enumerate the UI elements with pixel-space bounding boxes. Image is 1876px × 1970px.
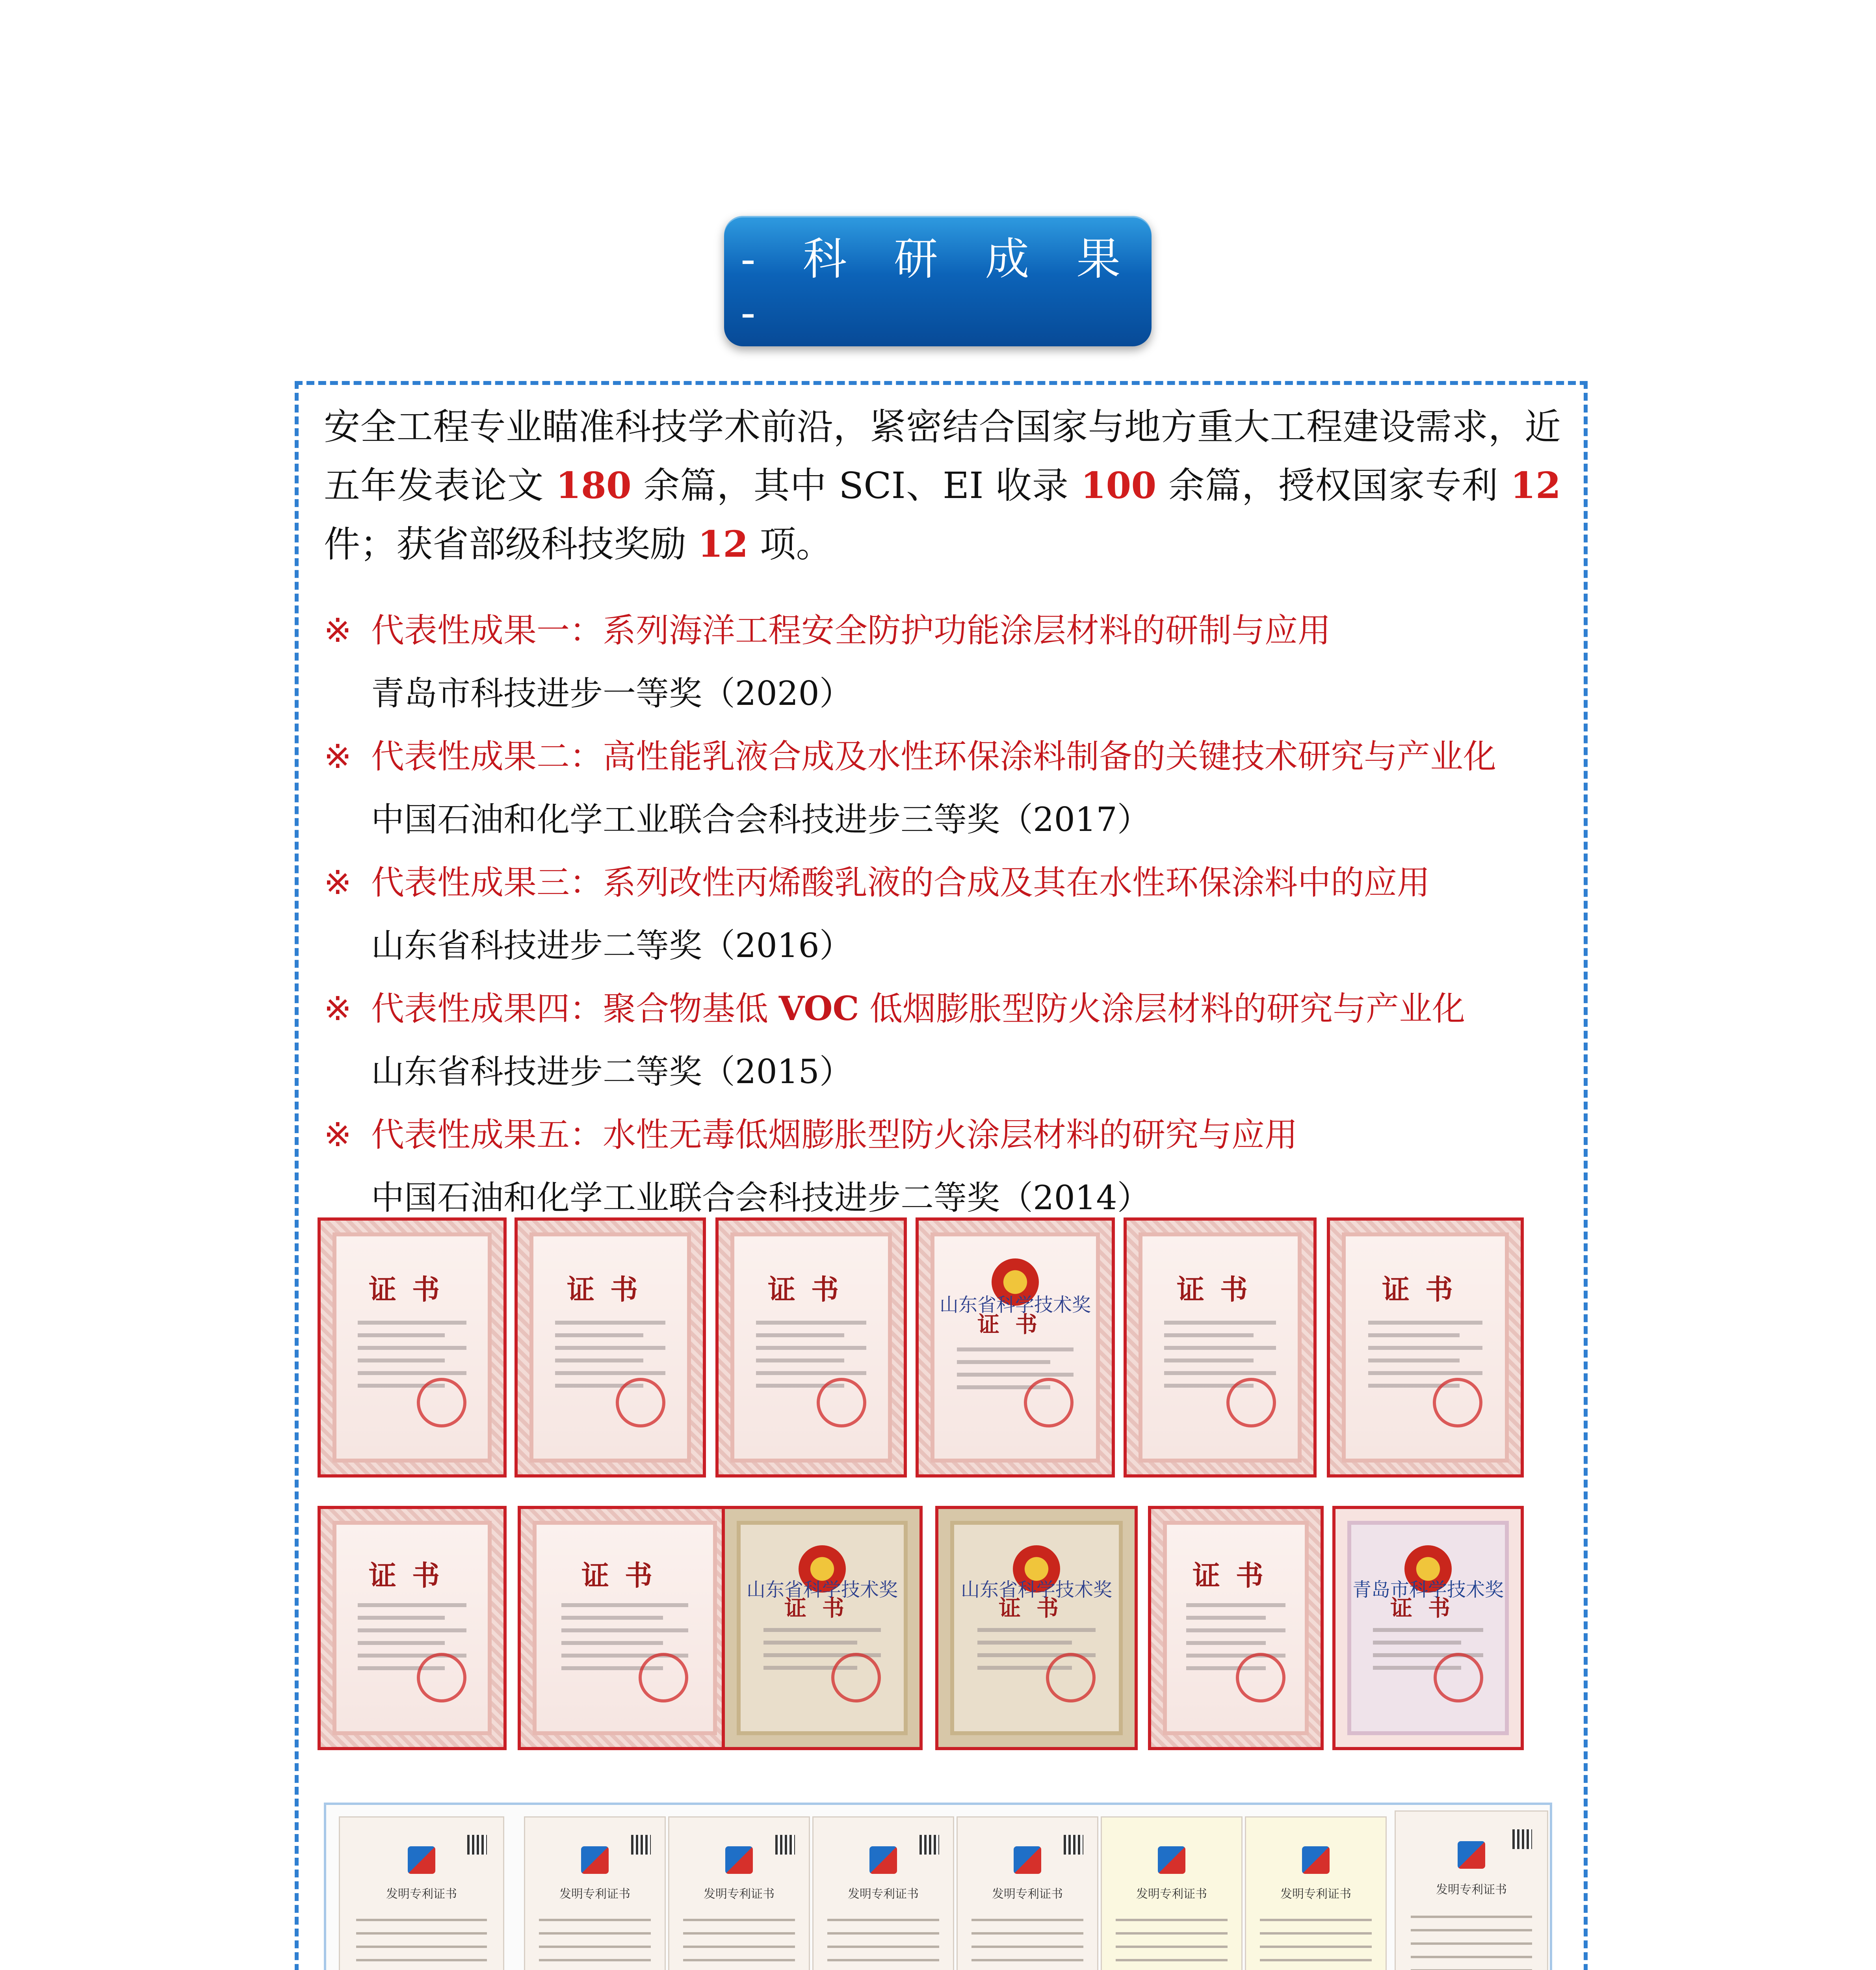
patent-title: 发明专利证书 xyxy=(1436,1883,1507,1897)
patent-certificate xyxy=(812,1816,954,1970)
patent-logo-icon xyxy=(1014,1846,1041,1874)
patent-title: 发明专利证书 xyxy=(1136,1887,1207,1901)
certificate-heading: 证书 xyxy=(1177,1273,1263,1306)
certificate-heading: 证书 xyxy=(581,1559,668,1592)
achievement-award: 山东省科技进步二等奖（2016） xyxy=(371,926,853,965)
certificate-heading: 青岛市科学技术奖 xyxy=(1352,1578,1504,1601)
seal-icon xyxy=(1236,1653,1285,1702)
award-certificate xyxy=(318,1217,507,1478)
patent-logo-icon xyxy=(1458,1841,1485,1869)
qr-code-icon xyxy=(919,1835,939,1855)
award-certificate xyxy=(1327,1217,1524,1478)
award-certificate xyxy=(715,1217,907,1478)
award-certificate xyxy=(935,1506,1138,1750)
patent-title: 发明专利证书 xyxy=(1280,1887,1351,1901)
achievement-title-text: 代表性成果五：水性无毒低烟膨胀型防火涂层材料的研究与应用 xyxy=(371,1115,1298,1154)
qr-code-icon xyxy=(467,1835,487,1855)
papers-count: 180 xyxy=(555,464,632,507)
award-certificate xyxy=(1332,1506,1524,1750)
patent-logo-icon xyxy=(725,1846,753,1874)
qr-code-icon xyxy=(1512,1829,1532,1849)
patent-logo-icon xyxy=(581,1846,609,1874)
certificate-heading: 山东省科学技术奖 xyxy=(960,1578,1112,1601)
award-certificate xyxy=(518,1506,732,1750)
achievement-item xyxy=(324,1103,1561,1229)
certificate-subheading: 证书 xyxy=(1390,1595,1466,1621)
achievement-title xyxy=(324,1103,1561,1166)
certificate-heading: 山东省科学技术奖 xyxy=(746,1578,898,1601)
achievement-title xyxy=(324,725,1561,788)
certificate-heading: 证书 xyxy=(1192,1559,1279,1592)
achievement-title-text: 代表性成果四：聚合物基低 xyxy=(371,989,779,1028)
qr-code-icon xyxy=(775,1835,795,1855)
achievement-award: 中国石油和化学工业联合会科技进步三等奖（2017） xyxy=(371,800,1150,839)
patent-certificate xyxy=(668,1816,810,1970)
certificate-heading: 证书 xyxy=(768,1273,854,1306)
achievement-title xyxy=(324,599,1561,662)
seal-icon xyxy=(1433,1378,1482,1427)
seal-icon xyxy=(817,1378,866,1427)
reference-mark: ※ xyxy=(324,989,352,1028)
achievement-title-text: 代表性成果一：系列海洋工程安全防护功能涂层材料的研制与应用 xyxy=(371,611,1331,650)
patents-count: 12 xyxy=(1510,464,1561,507)
award-certificate xyxy=(515,1217,706,1478)
qr-code-icon xyxy=(1064,1835,1083,1855)
award-certificate xyxy=(916,1217,1115,1478)
patent-certificate xyxy=(1245,1816,1387,1970)
certificate-heading: 证书 xyxy=(1382,1273,1469,1306)
seal-icon xyxy=(616,1378,665,1427)
achievement-item xyxy=(324,599,1561,725)
certificate-heading: 证书 xyxy=(369,1559,455,1592)
seal-icon xyxy=(417,1653,466,1702)
award-certificate xyxy=(722,1506,923,1750)
intro-text-1: 安全工程专业瞄准科技学术前沿，紧密结合国家与地方重大工程建设需求，近五年发表论文 xyxy=(324,406,1561,507)
seal-icon xyxy=(1226,1378,1276,1427)
award-certificate xyxy=(1124,1217,1317,1478)
reference-mark: ※ xyxy=(324,863,352,902)
reference-mark: ※ xyxy=(324,611,352,650)
patent-certificate xyxy=(339,1816,504,1970)
certificate-heading: 山东省科学技术奖 xyxy=(939,1294,1091,1316)
patent-logo-icon xyxy=(408,1846,435,1874)
patent-certificate xyxy=(1101,1816,1243,1970)
achievement-title xyxy=(324,977,1561,1040)
seal-icon xyxy=(1024,1378,1074,1427)
reference-mark: ※ xyxy=(324,1115,352,1154)
certificate-subheading: 证书 xyxy=(999,1595,1074,1621)
achievement-title xyxy=(324,851,1561,914)
achievement-title-text: 低烟膨胀型防火涂层材料的研究与产业化 xyxy=(859,989,1466,1028)
achievement-item xyxy=(324,977,1561,1103)
award-certificate xyxy=(1148,1506,1324,1750)
certificate-heading: 证书 xyxy=(567,1273,654,1306)
indexed-count: 100 xyxy=(1081,464,1157,507)
achievement-award: 青岛市科技进步一等奖（2020） xyxy=(371,674,853,713)
patent-logo-icon xyxy=(869,1846,897,1874)
qr-code-icon xyxy=(631,1835,651,1855)
patent-title: 发明专利证书 xyxy=(848,1887,919,1901)
reference-mark: ※ xyxy=(324,737,352,776)
patent-logo-icon xyxy=(1158,1846,1185,1874)
intro-text-3: 余篇，授权国家专利 xyxy=(1156,465,1510,507)
achievement-title-text: 代表性成果三：系列改性丙烯酸乳液的合成及其在水性环保涂料中的应用 xyxy=(371,863,1430,902)
achievement-item xyxy=(324,725,1561,851)
intro-text-4: 件；获省部级科技奖励 xyxy=(324,523,698,565)
intro-paragraph xyxy=(324,398,1561,574)
achievement-award: 中国石油和化学工业联合会科技进步二等奖（2014） xyxy=(371,1178,1150,1217)
achievements-list xyxy=(324,599,1561,1229)
seal-icon xyxy=(417,1378,466,1427)
award-certificate xyxy=(318,1506,507,1750)
patent-title: 发明专利证书 xyxy=(704,1887,775,1901)
seal-icon xyxy=(1046,1653,1096,1702)
seal-icon xyxy=(1434,1653,1483,1702)
certificate-heading: 证书 xyxy=(369,1273,455,1306)
section-title: - 科 研 成 果 - xyxy=(741,234,1137,338)
intro-text-2: 余篇，其中 SCI、EI 收录 xyxy=(631,465,1081,507)
achievement-award: 山东省科技进步二等奖（2015） xyxy=(371,1052,853,1091)
seal-icon xyxy=(639,1653,688,1702)
seal-icon xyxy=(831,1653,881,1702)
patent-title: 发明专利证书 xyxy=(992,1887,1063,1901)
certificate-subheading: 证书 xyxy=(977,1312,1053,1338)
certificate-subheading: 证书 xyxy=(784,1595,860,1621)
achievement-item xyxy=(324,851,1561,977)
voc-text: VOC xyxy=(778,989,859,1028)
patent-title: 发明专利证书 xyxy=(386,1887,457,1901)
patent-certificate xyxy=(1395,1810,1548,1970)
awards-count: 12 xyxy=(698,523,749,565)
patent-certificate xyxy=(524,1816,666,1970)
section-title-banner xyxy=(724,216,1152,346)
intro-text-5: 项。 xyxy=(748,523,832,565)
patent-title: 发明专利证书 xyxy=(559,1887,630,1901)
achievement-title-text: 代表性成果二：高性能乳液合成及水性环保涂料制备的关键技术研究与产业化 xyxy=(371,737,1497,776)
patent-logo-icon xyxy=(1302,1846,1330,1874)
patent-certificate xyxy=(957,1816,1098,1970)
